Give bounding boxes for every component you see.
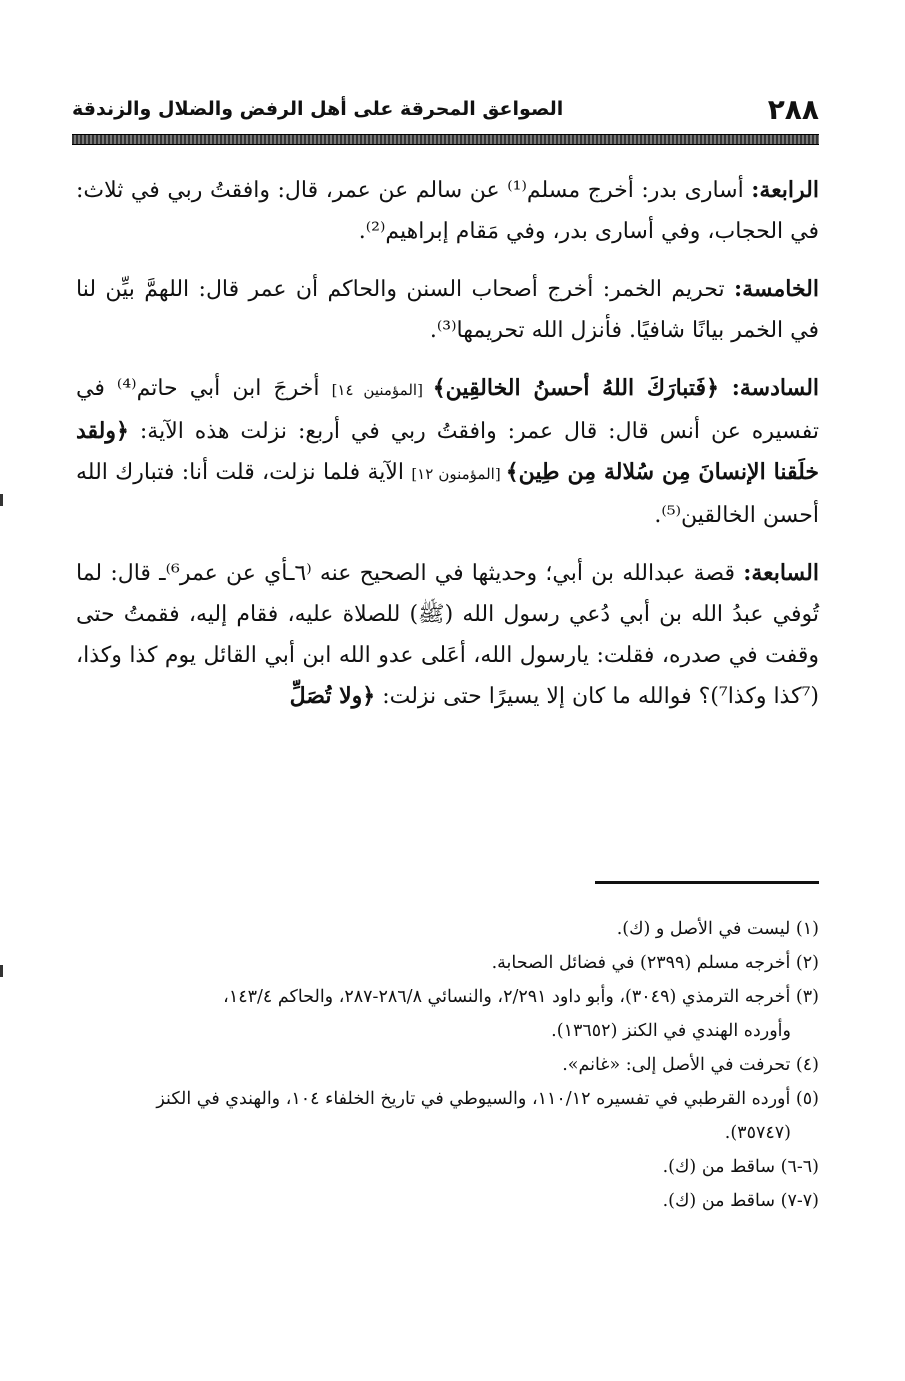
quran-verse: ﴿ولا تُصَلِّ [289, 683, 376, 709]
footnotes [76, 912, 819, 1218]
footnote-text: (٢) أخرجه مسلم (٢٣٩٩) في فضائل الصحابة. [491, 953, 819, 973]
verse-reference: [المؤمنون ١٢] [411, 465, 506, 483]
paragraph-lead: السادسة: [731, 375, 820, 401]
running-title: الصواعق المحرقة على أهل الرفض والضلال والزندقة [72, 98, 564, 120]
paragraph-sixth [76, 368, 819, 536]
footnote-6 [76, 1150, 819, 1184]
paragraph-text: قصة عبدالله بن أبي؛ وحديثها في الصحيح عنه ⁽٦ـأي عن عمر⁶⁾ـ قال: لما تُوفي عبدُ الله بن أبي دُعي رسول الله (ﷺ) للصلاة عليه، فقام إليه، فقمتُ حتى وقفت في صدره، فقلت: يارسول الله، أعَلى عدو الله ابن أبي القائل يوم كذا وكذا، (⁷كذا وكذا⁷)؟ فوالله ما كان إلا يسيرًا حتى نزلت: [76, 561, 819, 709]
page-header [72, 92, 819, 126]
paragraph-seventh [76, 553, 819, 717]
footnote-3 [76, 980, 819, 1048]
footnote-continuation: (٣٥٧٤٧). [724, 1123, 791, 1143]
footnote-2 [76, 946, 819, 980]
footnote-text: (٦-٦) ساقط من (ك). [662, 1157, 819, 1177]
paragraph-lead: الرابعة: [751, 177, 819, 203]
footnote-text: (٣) أخرجه الترمذي (٣٠٤٩)، وأبو داود ٢/٢٩١، والنسائي ٢٨٦/٨-٢٨٧، والحاكم ١٤٣/٤، [223, 987, 819, 1007]
paragraph-text: أسارى بدر: أخرج مسلم⁽¹⁾ عن سالم عن عمر، قال: وافقتُ ربي في ثلاث: في الحجاب، وفي أسارى بدر، وفي مَقام إبراهيم⁽²⁾. [76, 178, 819, 244]
paragraph-text: أخرجَ ابن أبي حاتم⁽⁴⁾ في تفسيره عن أنس قال: قال عمر: وافقتُ ربي في أربع: نزلت هذه الآية: [76, 376, 819, 444]
verse-reference: [المؤمنين ١٤] [331, 381, 433, 399]
footnote-separator [595, 881, 819, 884]
paragraph-fifth [76, 269, 819, 351]
footnote-continuation: وأورده الهندي في الكنز (١٣٦٥٢). [551, 1021, 791, 1041]
footnote-5 [76, 1082, 819, 1150]
footnote-7 [76, 1184, 819, 1218]
main-text [76, 170, 819, 734]
footnote-text: (٤) تحرفت في الأصل إلى: «غانم». [562, 1055, 819, 1075]
paragraph-text: تحريم الخمر: أخرج أصحاب السنن والحاكم أن عمر قال: اللهمَّ بيِّن لنا في الخمر بيانًا شافيًا. فأنزل الله تحريمها⁽³⁾. [76, 277, 819, 343]
scan-edge-mark [0, 494, 3, 506]
footnote-1 [76, 912, 819, 946]
header-rule [72, 134, 819, 145]
scan-edge-mark [0, 965, 3, 977]
paragraph-lead: الخامسة: [733, 276, 819, 302]
footnote-text: (٧-٧) ساقط من (ك). [662, 1191, 819, 1211]
quran-verse: ﴿ولقد خلَقنا الإنسانَ مِن سُلالة مِن طِين﴾ [76, 418, 819, 485]
paragraph-text: الآية فلما نزلت، قلت أنا: فتبارك الله أحسن الخالقين⁽⁵⁾. [76, 460, 819, 528]
footnote-text: (٥) أورده القرطبي في تفسيره ١١٠/١٢، والسيوطي في تاريخ الخلفاء ١٠٤، والهندي في الكنز [156, 1089, 819, 1109]
paragraph-lead: السابعة: [743, 560, 819, 586]
footnote-text: (١) ليست في الأصل و (ك). [616, 919, 819, 939]
quran-verse: ﴿فَتبارَكَ اللهُ أحسنُ الخالقِين﴾ [432, 375, 732, 401]
page-number: ٢٨٨ [767, 92, 819, 126]
paragraph-fourth [76, 170, 819, 252]
footnote-4 [76, 1048, 819, 1082]
